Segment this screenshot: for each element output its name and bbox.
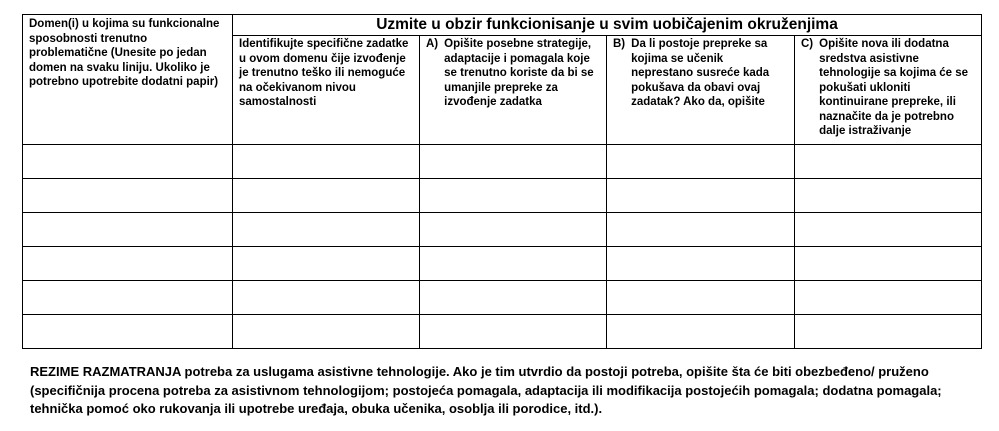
strategies-cell[interactable] [420, 179, 607, 213]
table-row [23, 315, 982, 349]
barriers-cell[interactable] [607, 247, 795, 281]
summary-lead: REZIME RAZMATRANJA [30, 364, 181, 379]
column-header-tasks-label: Identifikujte specifične zadatke u ovom domenu čije izvođenje je trenutno teško ili nemoguće na očekivanom nivou samostalnosti [239, 38, 409, 108]
strategies-cell[interactable] [420, 145, 607, 179]
domain-cell[interactable] [23, 315, 233, 349]
main-header: Uzmite u obzir funkcionisanje u svim uobičajenim okruženjima [233, 15, 982, 36]
column-b-prefix: B) [613, 38, 626, 50]
strategies-cell[interactable] [420, 315, 607, 349]
tasks-cell[interactable] [233, 247, 420, 281]
column-header-a [420, 36, 607, 145]
column-header-b [607, 36, 795, 145]
column-c-prefix: C) [801, 38, 814, 50]
domain-cell[interactable] [23, 281, 233, 315]
strategies-cell[interactable] [420, 213, 607, 247]
table-row [23, 247, 982, 281]
tasks-cell[interactable] [233, 179, 420, 213]
new-tools-cell[interactable] [795, 213, 982, 247]
tasks-cell[interactable] [233, 145, 420, 179]
column-header-c [795, 36, 982, 145]
barriers-cell[interactable] [607, 145, 795, 179]
new-tools-cell[interactable] [795, 281, 982, 315]
domain-cell[interactable] [23, 145, 233, 179]
summary-paragraph [30, 363, 970, 419]
barriers-cell[interactable] [607, 213, 795, 247]
table-row [23, 213, 982, 247]
table-row [23, 145, 982, 179]
column-header-tasks [233, 36, 420, 145]
tasks-cell[interactable] [233, 315, 420, 349]
domain-cell[interactable] [23, 213, 233, 247]
table-row [23, 281, 982, 315]
column-a-label: Opišite posebne strategije, adaptacije i pomagala koje se trenutno koriste da bi se umanjile prepreke za izvođenje zadatka [444, 38, 594, 108]
tasks-cell[interactable] [233, 281, 420, 315]
tasks-cell[interactable] [233, 213, 420, 247]
assessment-form [22, 14, 981, 348]
domains-table [22, 14, 982, 349]
barriers-cell[interactable] [607, 281, 795, 315]
strategies-cell[interactable] [420, 281, 607, 315]
new-tools-cell[interactable] [795, 145, 982, 179]
barriers-cell[interactable] [607, 179, 795, 213]
new-tools-cell[interactable] [795, 179, 982, 213]
new-tools-cell[interactable] [795, 247, 982, 281]
column-a-prefix: A) [426, 38, 439, 50]
domain-cell[interactable] [23, 179, 233, 213]
table-row [23, 179, 982, 213]
column-b-label: Da li postoje prepreke sa kojima se učenik neprestano susreće kada pokušava da obavi ovaj zadatak? Ako da, opišite [631, 38, 770, 108]
strategies-cell[interactable] [420, 247, 607, 281]
column-c-label: Opišite nova ili dodatna sredstva asistivne tehnologije sa kojima će se pokušati ukloniti kontinuirane prepreke, ili naznačite da je potrebno dalje istraživanje [819, 38, 969, 137]
new-tools-cell[interactable] [795, 315, 982, 349]
domain-cell[interactable] [23, 247, 233, 281]
domain-header: Domen(i) u kojima su funkcionalne sposobnosti trenutno problematične (Unesite po jedan domen na svaku liniju. Ukoliko je potrebno upotrebite dodatni papir) [23, 15, 233, 145]
barriers-cell[interactable] [607, 315, 795, 349]
summary-text: potreba za uslugama asistivne tehnologije. Ako je tim utvrdio da postoji potreba, opišite šta će biti obezbeđeno/ pruženo (specifičnija procena potreba za asistivnom tehnologijom; postojeća pomagala, adaptacija ili modifikacija postojećih pomagala; dodatna pomagala; tehnička pomoć oko rukovanja ili upotrebe uređaja, obuka učenika, osoblja ili porodice, itd.). [30, 364, 942, 416]
